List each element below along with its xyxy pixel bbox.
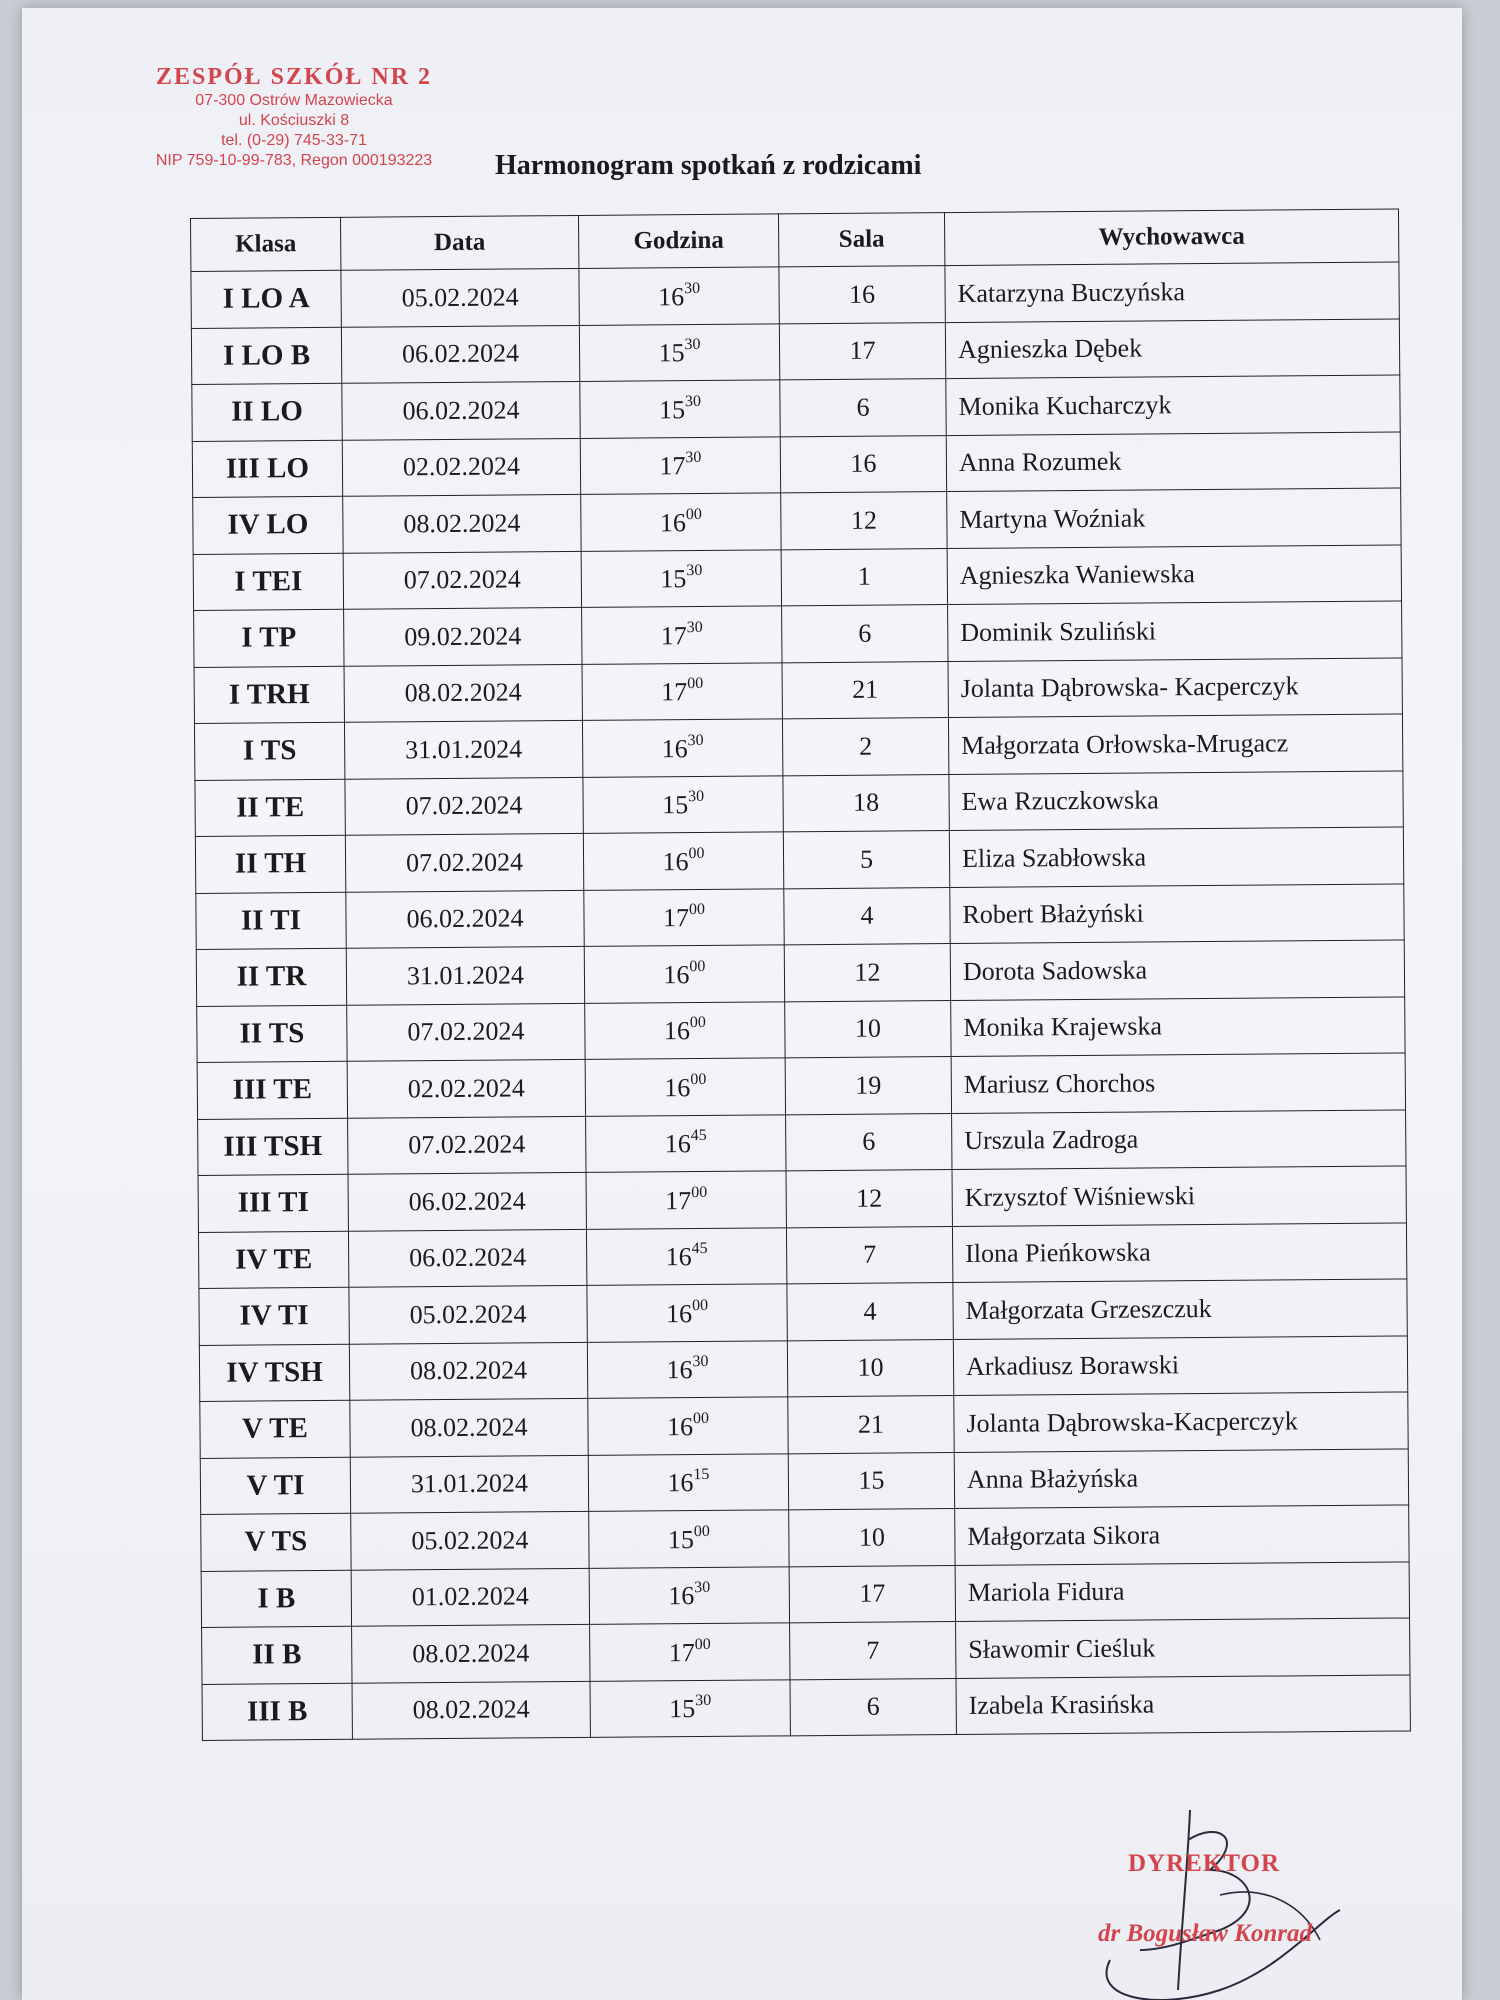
cell-klasa: II TE [195,779,345,837]
cell-sala: 12 [781,492,947,550]
cell-sala: 16 [779,266,945,324]
cell-data: 07.02.2024 [345,833,583,891]
cell-sala: 21 [788,1396,954,1454]
cell-wychowawca: Martyna Woźniak [947,488,1401,548]
table-row [198,1166,1406,1232]
cell-wychowawca: Arkadiusz Borawski [953,1335,1407,1395]
cell-sala: 1 [781,548,947,606]
table-row [191,262,1399,328]
time-minute: 00 [689,1014,706,1032]
cell-klasa: IV TE [198,1231,348,1289]
cell-godzina [580,380,780,438]
cell-klasa: IV TSH [199,1344,349,1402]
cell-wychowawca: Agnieszka Dębek [945,319,1399,379]
cell-data: 05.02.2024 [341,268,579,326]
school-name: ZESPÓŁ SZKÓŁ NR 2 [155,64,433,90]
cell-wychowawca: Mariola Fidura [955,1561,1409,1621]
header-data: Data [340,215,578,270]
cell-wychowawca: Ewa Rzuczkowska [949,770,1403,830]
time-minute: 30 [692,1353,709,1371]
table-row [194,714,1402,780]
time-minute: 00 [691,1296,709,1314]
cell-klasa: I B [201,1570,351,1628]
cell-sala: 10 [785,1000,951,1058]
cell-wychowawca: Dominik Szuliński [948,601,1402,661]
cell-klasa: I TS [194,722,344,780]
table-row [198,1109,1406,1175]
cell-godzina [584,888,784,946]
cell-wychowawca: Małgorzata Sikora [955,1505,1409,1565]
time-minute: 30 [687,788,705,806]
table-row [201,1561,1409,1627]
cell-wychowawca: Małgorzata Grzeszczuk [953,1279,1407,1339]
cell-wychowawca: Anna Rozumek [946,432,1400,492]
cell-godzina [586,1171,786,1229]
cell-sala: 2 [782,718,948,776]
table-row [201,1505,1409,1571]
table-row [195,770,1403,836]
school-stamp [134,64,454,171]
time-hour: 16 [666,1411,694,1442]
cell-klasa: I LO A [191,270,341,328]
time-hour: 17 [659,451,686,481]
cell-data: 07.02.2024 [347,1003,585,1061]
header-wychowawca: Wychowawca [944,209,1398,266]
cell-godzina [579,267,779,325]
cell-data: 06.02.2024 [348,1172,586,1230]
cell-godzina [589,1566,789,1624]
time-hour: 17 [668,1637,695,1668]
header-godzina: Godzina [578,214,778,269]
cell-sala: 15 [788,1452,954,1510]
time-hour: 15 [658,394,686,425]
time-minute: 00 [689,957,706,975]
cell-klasa: V TI [200,1457,350,1515]
time-hour: 16 [661,733,688,764]
table-row [194,657,1402,723]
cell-data: 05.02.2024 [349,1285,587,1343]
school-address: 07-300 Ostrów Mazowiecka [195,92,393,109]
table-row [195,827,1403,893]
header-klasa: Klasa [191,217,341,271]
cell-data: 08.02.2024 [352,1681,590,1739]
school-ids: NIP 759-10-99-783, Regon 000193223 [155,152,433,169]
cell-data: 08.02.2024 [344,664,582,722]
cell-data: 06.02.2024 [346,890,584,948]
cell-wychowawca: Izabela Krasińska [956,1674,1410,1734]
cell-godzina [579,323,779,381]
time-minute: 45 [690,1127,707,1145]
cell-data: 07.02.2024 [345,777,583,835]
cell-sala: 12 [786,1170,952,1228]
cell-godzina [582,662,782,720]
cell-sala: 12 [784,944,950,1002]
cell-data: 01.02.2024 [351,1568,589,1626]
header-sala: Sala [778,213,944,267]
cell-sala: 19 [785,1057,951,1115]
cell-wychowawca: Monika Krajewska [951,996,1405,1056]
cell-klasa: II TI [196,892,346,950]
cell-klasa: II TS [197,1005,347,1063]
time-hour: 17 [665,1185,692,1216]
cell-godzina [585,1058,785,1116]
cell-sala: 6 [782,605,948,663]
time-hour: 16 [659,507,687,538]
time-hour: 16 [668,1581,695,1611]
time-minute: 15 [693,1466,710,1484]
cell-klasa: II TH [195,835,345,893]
time-hour: 16 [662,846,689,877]
table-row [198,1222,1406,1288]
cell-klasa: I LO B [191,327,341,385]
time-minute: 30 [684,392,702,410]
cell-godzina [585,1001,785,1059]
time-minute: 30 [694,1579,711,1597]
cell-wychowawca: Urszula Zadroga [952,1109,1406,1169]
cell-sala: 16 [780,435,946,493]
cell-klasa: I TEI [193,553,343,611]
cell-godzina [589,1510,789,1568]
cell-klasa: III TSH [198,1118,348,1176]
cell-data: 08.02.2024 [349,1342,587,1400]
cell-sala: 4 [787,1283,953,1341]
cell-data: 06.02.2024 [348,1229,586,1287]
time-minute: 00 [687,675,704,693]
time-hour: 16 [666,1355,693,1385]
table-row [197,996,1405,1062]
cell-wychowawca: Krzysztof Wiśniewski [952,1166,1406,1226]
cell-sala: 5 [783,831,949,889]
time-minute: 00 [688,844,705,862]
cell-sala: 4 [784,887,950,945]
time-minute: 00 [688,901,706,919]
time-hour: 16 [664,1129,691,1159]
cell-godzina [586,1114,786,1172]
director-title: DYREKTOR [1128,1850,1281,1877]
cell-data: 06.02.2024 [342,381,580,439]
cell-klasa: II LO [192,383,342,441]
cell-data: 02.02.2024 [347,1059,585,1117]
cell-data: 05.02.2024 [351,1511,589,1569]
cell-godzina [583,775,783,833]
cell-godzina [581,493,781,551]
cell-wychowawca: Jolanta Dąbrowska- Kacperczyk [948,657,1402,717]
cell-klasa: II TR [196,948,346,1006]
time-minute: 30 [685,449,702,467]
cell-data: 02.02.2024 [342,438,580,496]
schedule-table-wrapper [190,209,1411,1741]
time-hour: 17 [660,620,687,651]
cell-wychowawca: Eliza Szabłowska [949,827,1403,887]
cell-sala: 18 [783,774,949,832]
director-name: dr Bogusław Konrad [1098,1920,1312,1947]
time-minute: 00 [694,1635,711,1653]
table-row [191,319,1399,385]
table-row [202,1674,1410,1740]
cell-sala: 6 [790,1678,956,1736]
time-minute: 30 [686,562,703,580]
cell-data: 07.02.2024 [348,1116,586,1174]
time-minute: 00 [685,505,702,523]
time-minute: 00 [690,1070,707,1088]
time-minute: 00 [691,1183,708,1201]
cell-godzina [590,1679,790,1737]
cell-wychowawca: Robert Błażyński [950,883,1404,943]
time-hour: 15 [660,564,687,594]
cell-godzina [581,549,781,607]
cell-sala: 6 [780,379,946,437]
table-row [196,940,1404,1006]
cell-klasa: I TRH [194,666,344,724]
cell-wychowawca: Mariusz Chorchos [951,1053,1405,1113]
cell-klasa: IV TI [199,1287,349,1345]
time-minute: 00 [693,1522,710,1540]
cell-wychowawca: Dorota Sadowska [950,940,1404,1000]
time-hour: 15 [658,338,685,368]
time-minute: 30 [686,618,703,636]
handwritten-signature [1070,1800,1370,2000]
table-row [193,488,1401,554]
table-row [200,1392,1408,1458]
cell-sala: 6 [786,1113,952,1171]
cell-wychowawca: Monika Kucharczyk [946,375,1400,435]
time-hour: 16 [666,1298,693,1329]
school-phone: tel. (0-29) 745-33-71 [221,132,367,149]
cell-klasa: III TE [197,1061,347,1119]
table-row [196,883,1404,949]
cell-klasa: I TP [194,609,344,667]
cell-klasa: V TS [201,1513,351,1571]
page-title: Harmonogram spotkań z rodzicami [495,150,922,181]
cell-klasa: III B [202,1683,352,1741]
cell-data: 31.01.2024 [350,1455,588,1513]
cell-godzina [587,1284,787,1342]
time-hour: 15 [667,1524,695,1555]
time-hour: 17 [661,677,688,707]
time-minute: 00 [692,1409,710,1427]
table-row [193,544,1401,610]
cell-data: 08.02.2024 [350,1398,588,1456]
schedule-table [190,209,1411,1741]
table-row [200,1448,1408,1514]
time-hour: 16 [664,1072,691,1103]
time-hour: 16 [663,959,690,990]
cell-sala: 17 [789,1565,955,1623]
cell-sala: 21 [782,661,948,719]
cell-data: 06.02.2024 [341,325,579,383]
cell-godzina [584,945,784,1003]
table-row [192,375,1400,441]
cell-godzina [588,1397,788,1455]
cell-godzina [582,606,782,664]
table-row [194,601,1402,667]
time-minute: 45 [691,1240,708,1258]
cell-godzina [580,436,780,494]
table-row [197,1053,1405,1119]
cell-godzina [588,1453,788,1511]
cell-klasa: V TE [200,1400,350,1458]
cell-godzina [586,1227,786,1285]
time-hour: 16 [658,281,685,312]
table-header-row [191,209,1399,271]
cell-wychowawca: Anna Błażyńska [954,1448,1408,1508]
table-row [199,1279,1407,1345]
cell-sala: 7 [786,1226,952,1284]
cell-data: 31.01.2024 [344,720,582,778]
table-row [202,1618,1410,1684]
time-hour: 16 [663,1016,691,1046]
time-hour: 16 [667,1468,694,1498]
cell-wychowawca: Małgorzata Orłowska-Mrugacz [948,714,1402,774]
time-hour: 17 [662,903,690,933]
time-minute: 30 [684,279,701,297]
cell-data: 09.02.2024 [344,607,582,665]
time-hour: 15 [662,790,689,820]
cell-godzina [590,1623,790,1681]
cell-sala: 10 [787,1339,953,1397]
cell-godzina [582,719,782,777]
time-minute: 30 [684,336,701,354]
cell-wychowawca: Katarzyna Buczyńska [945,262,1399,322]
cell-klasa: III LO [192,440,342,498]
time-hour: 15 [669,1694,696,1724]
cell-sala: 7 [790,1622,956,1680]
time-minute: 30 [695,1692,712,1710]
cell-wychowawca: Agnieszka Waniewska [947,544,1401,604]
cell-wychowawca: Sławomir Cieśluk [956,1618,1410,1678]
cell-sala: 10 [789,1509,955,1567]
cell-godzina [583,832,783,890]
cell-klasa: IV LO [193,496,343,554]
table-row [192,432,1400,498]
cell-data: 07.02.2024 [343,551,581,609]
school-street: ul. Kościuszki 8 [238,112,350,129]
cell-godzina [587,1340,787,1398]
cell-data: 08.02.2024 [352,1624,590,1682]
time-minute: 30 [687,731,704,749]
time-hour: 16 [665,1242,692,1272]
cell-sala: 17 [779,322,945,380]
cell-data: 08.02.2024 [343,494,581,552]
cell-klasa: III TI [198,1174,348,1232]
cell-wychowawca: Jolanta Dąbrowska-Kacperczyk [954,1392,1408,1452]
table-row [199,1335,1407,1401]
cell-data: 31.01.2024 [346,946,584,1004]
cell-wychowawca: Ilona Pieńkowska [952,1222,1406,1282]
cell-klasa: II B [202,1626,352,1684]
